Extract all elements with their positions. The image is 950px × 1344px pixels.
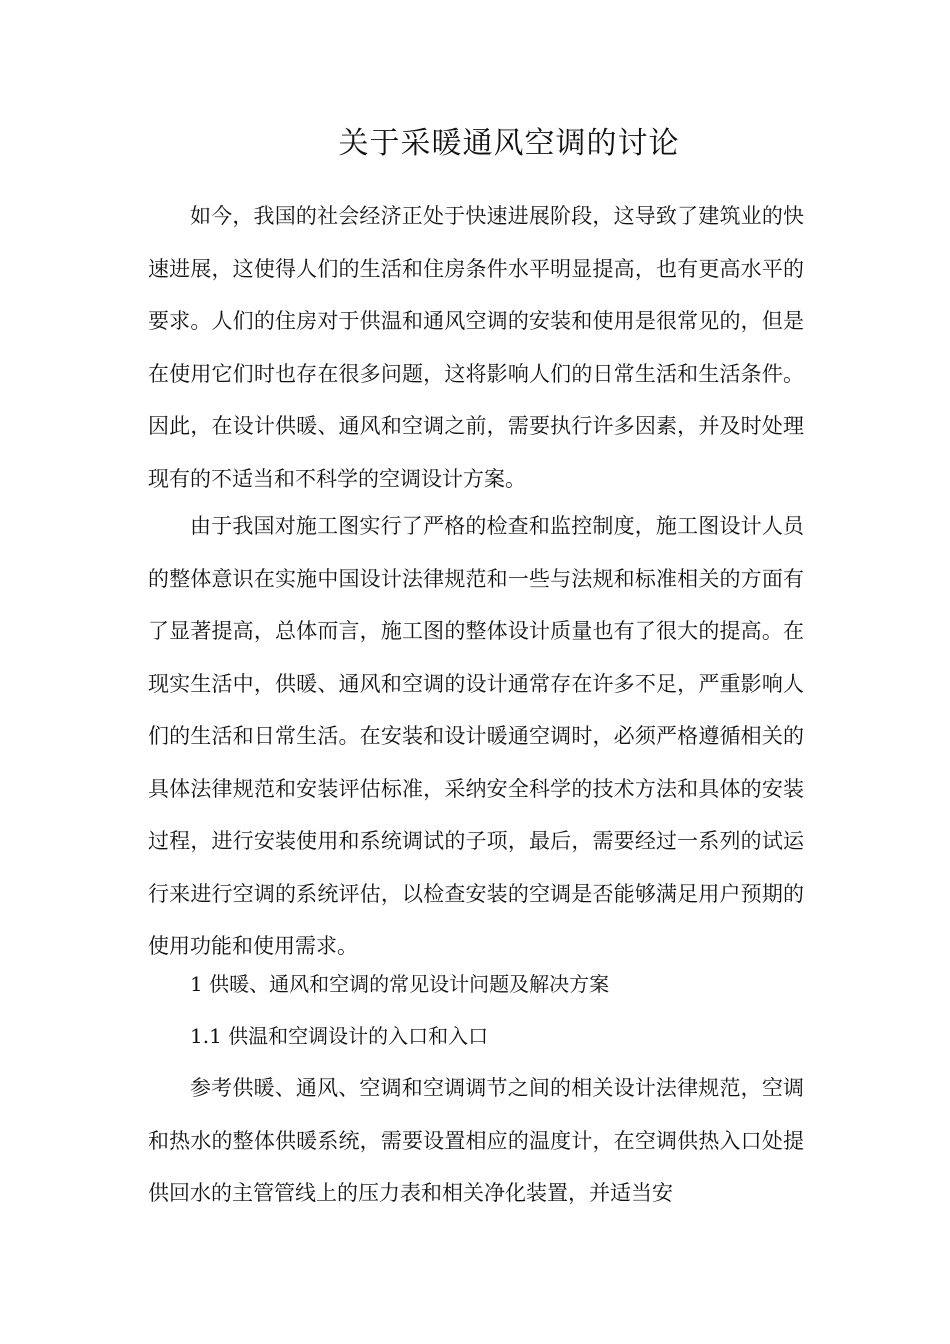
body-paragraph-3: 参考供暖、通风、空调和空调调节之间的相关设计法律规范，空调和热水的整体供暖系统，需要设置相应的温度计，在空调供热入口处提供回水的主管管线上的压力表和相关净化装置，并适当安 <box>148 1076 804 1205</box>
body-paragraph-2: 由于我国对施工图实行了严格的检查和监控制度，施工图设计人员的整体意识在实施中国设计法律规范和一些与法规和标准相关的方面有了显著提高，总体而言，施工图的整体设计质量也有了很大的提高。在现实生活中，供暖、通风和空调的设计通常存在许多不足，严重影响人们的生活和日常生活。在安装和设计暖通空调时，必须严格遵循相关的具体法律规范和安装评估标准，采纳安全科学的技术方法和具体的安装过程，进行安装使用和系统调试的子项，最后，需要经过一系列的试运行来进行空调的系统评估，以检查安装的空调是否能够满足用户预期的使用功能和使用需求。 <box>148 514 804 958</box>
document-title: 关于采暖通风空调的讨论 <box>338 126 680 161</box>
body-paragraph-1: 如今，我国的社会经济正处于快速进展阶段，这导致了建筑业的快速进展，这使得人们的生活和住房条件水平明显提高，也有更高水平的要求。人们的住房对于供温和通风空调的安装和使用是很常见的，但是在使用它们时也存在很多问题，这将影响人们的日常生活和生活条件。因此，在设计供暖、通风和空调之前，需要执行许多因素，并及时处理现有的不适当和不科学的空调设计方案。 <box>148 204 804 491</box>
subsection-heading-1-1: 1.1 供温和空调设计的入口和入口 <box>190 1024 489 1048</box>
section-heading-1: 1 供暖、通风和空调的常见设计问题及解决方案 <box>190 972 610 996</box>
